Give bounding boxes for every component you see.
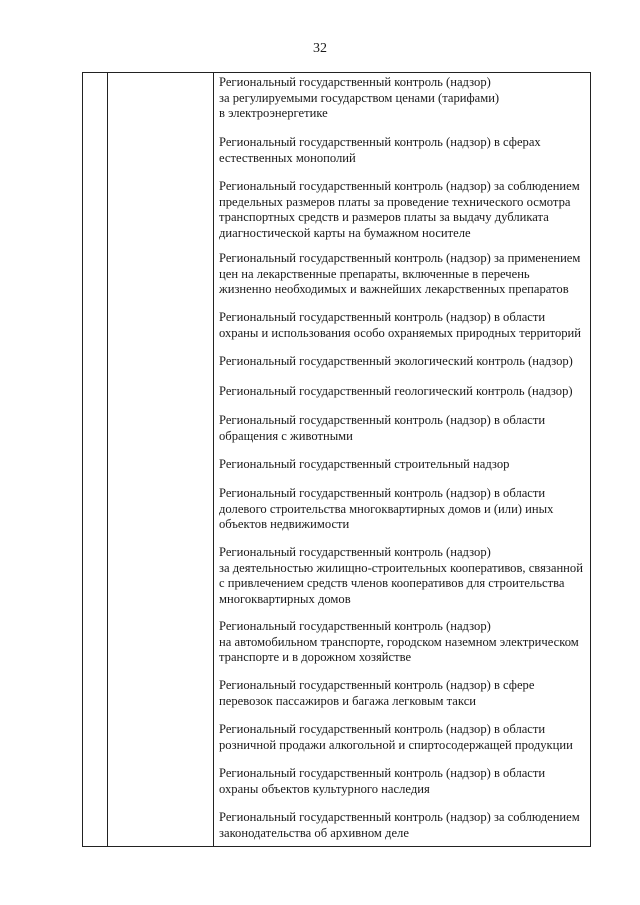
control-type-entry [219,545,583,607]
entry-line: розничной продажи алкогольной и спиртосодержащей продукции [219,737,573,752]
entry-line: Региональный государственный контроль (надзор) в области [219,413,546,427]
control-type-entry [219,810,580,841]
control-type-entry [219,135,541,166]
control-type-entry [219,310,581,341]
entry-line: Региональный государственный контроль (надзор) за соблюдением [219,810,580,824]
entry-line: Региональный государственный контроль (надзор) [219,545,491,559]
entry-line: цен на лекарственные препараты, включенные в перечень [219,266,530,281]
entry-line: Региональный государственный контроль (надзор) в области [219,310,546,324]
entry-line: за регулируемыми государством ценами (тарифами) [219,90,500,105]
control-type-entry [219,678,534,709]
entry-line: с привлечением средств членов кооперативов для строительства [219,576,565,591]
control-type-entry [219,766,545,797]
column-divider [107,73,108,846]
control-type-entry [219,384,573,400]
entry-line: охраны и использования особо охраняемых природных территорий [219,325,582,340]
entry-line: Региональный государственный контроль (надзор) в сфере [219,678,535,692]
entry-line: Региональный государственный экологический контроль (надзор) [219,354,573,368]
entry-line: обращения с животными [219,428,353,443]
entry-line: Региональный государственный контроль (надзор) [219,75,491,89]
entry-line: Региональный государственный контроль (надзор) в области [219,722,546,736]
entry-line: на автомобильном транспорте, городском наземном электрическом [219,634,579,649]
entry-line: охраны объектов культурного наследия [219,781,430,796]
control-type-entry [219,251,580,298]
entry-line: за деятельностью жилищно-строительных кооперативов, связанной [219,560,583,575]
column-divider [213,73,214,846]
entry-line: Региональный государственный контроль (надзор) за соблюдением [219,179,580,193]
control-type-entry [219,354,573,370]
entry-line: объектов недвижимости [219,517,350,532]
entry-line: транспорте и в дорожном хозяйстве [219,650,412,665]
entry-line: Региональный государственный контроль (надзор) за применением [219,251,581,265]
entry-line: транспортных средств и размеров платы за выдачу дубликата [219,210,549,225]
control-type-entry [219,413,545,444]
entry-line: естественных монополий [219,150,356,165]
entry-line: диагностической карты на бумажном носителе [219,225,471,240]
entry-line: многоквартирных домов [219,591,351,606]
entry-line: Региональный государственный контроль (надзор) [219,619,491,633]
entry-line: Региональный государственный геологический контроль (надзор) [219,384,573,398]
control-type-entry [219,75,499,122]
control-type-entry [219,179,580,241]
entry-line: предельных размеров платы за проведение технического осмотра [219,194,571,209]
entry-line: долевого строительства многоквартирных домов и (или) иных [219,501,554,516]
control-types-table [82,72,591,847]
control-type-entry [219,457,509,473]
entry-line: перевозок пассажиров и багажа легковым такси [219,693,477,708]
entry-line: Региональный государственный контроль (надзор) в области [219,766,546,780]
entry-line: Региональный государственный контроль (надзор) в области [219,486,546,500]
entry-line: жизненно необходимых и важнейших лекарственных препаратов [219,282,569,297]
control-type-entry [219,722,573,753]
entry-line: законодательства об архивном деле [219,825,409,840]
entry-line: Региональный государственный контроль (надзор) в сферах [219,135,541,149]
control-type-entry [219,619,579,666]
page-number: 32 [313,41,327,56]
control-type-entry [219,486,553,533]
entry-line: Региональный государственный строительный надзор [219,457,510,471]
entry-line: в электроэнергетике [219,106,328,121]
